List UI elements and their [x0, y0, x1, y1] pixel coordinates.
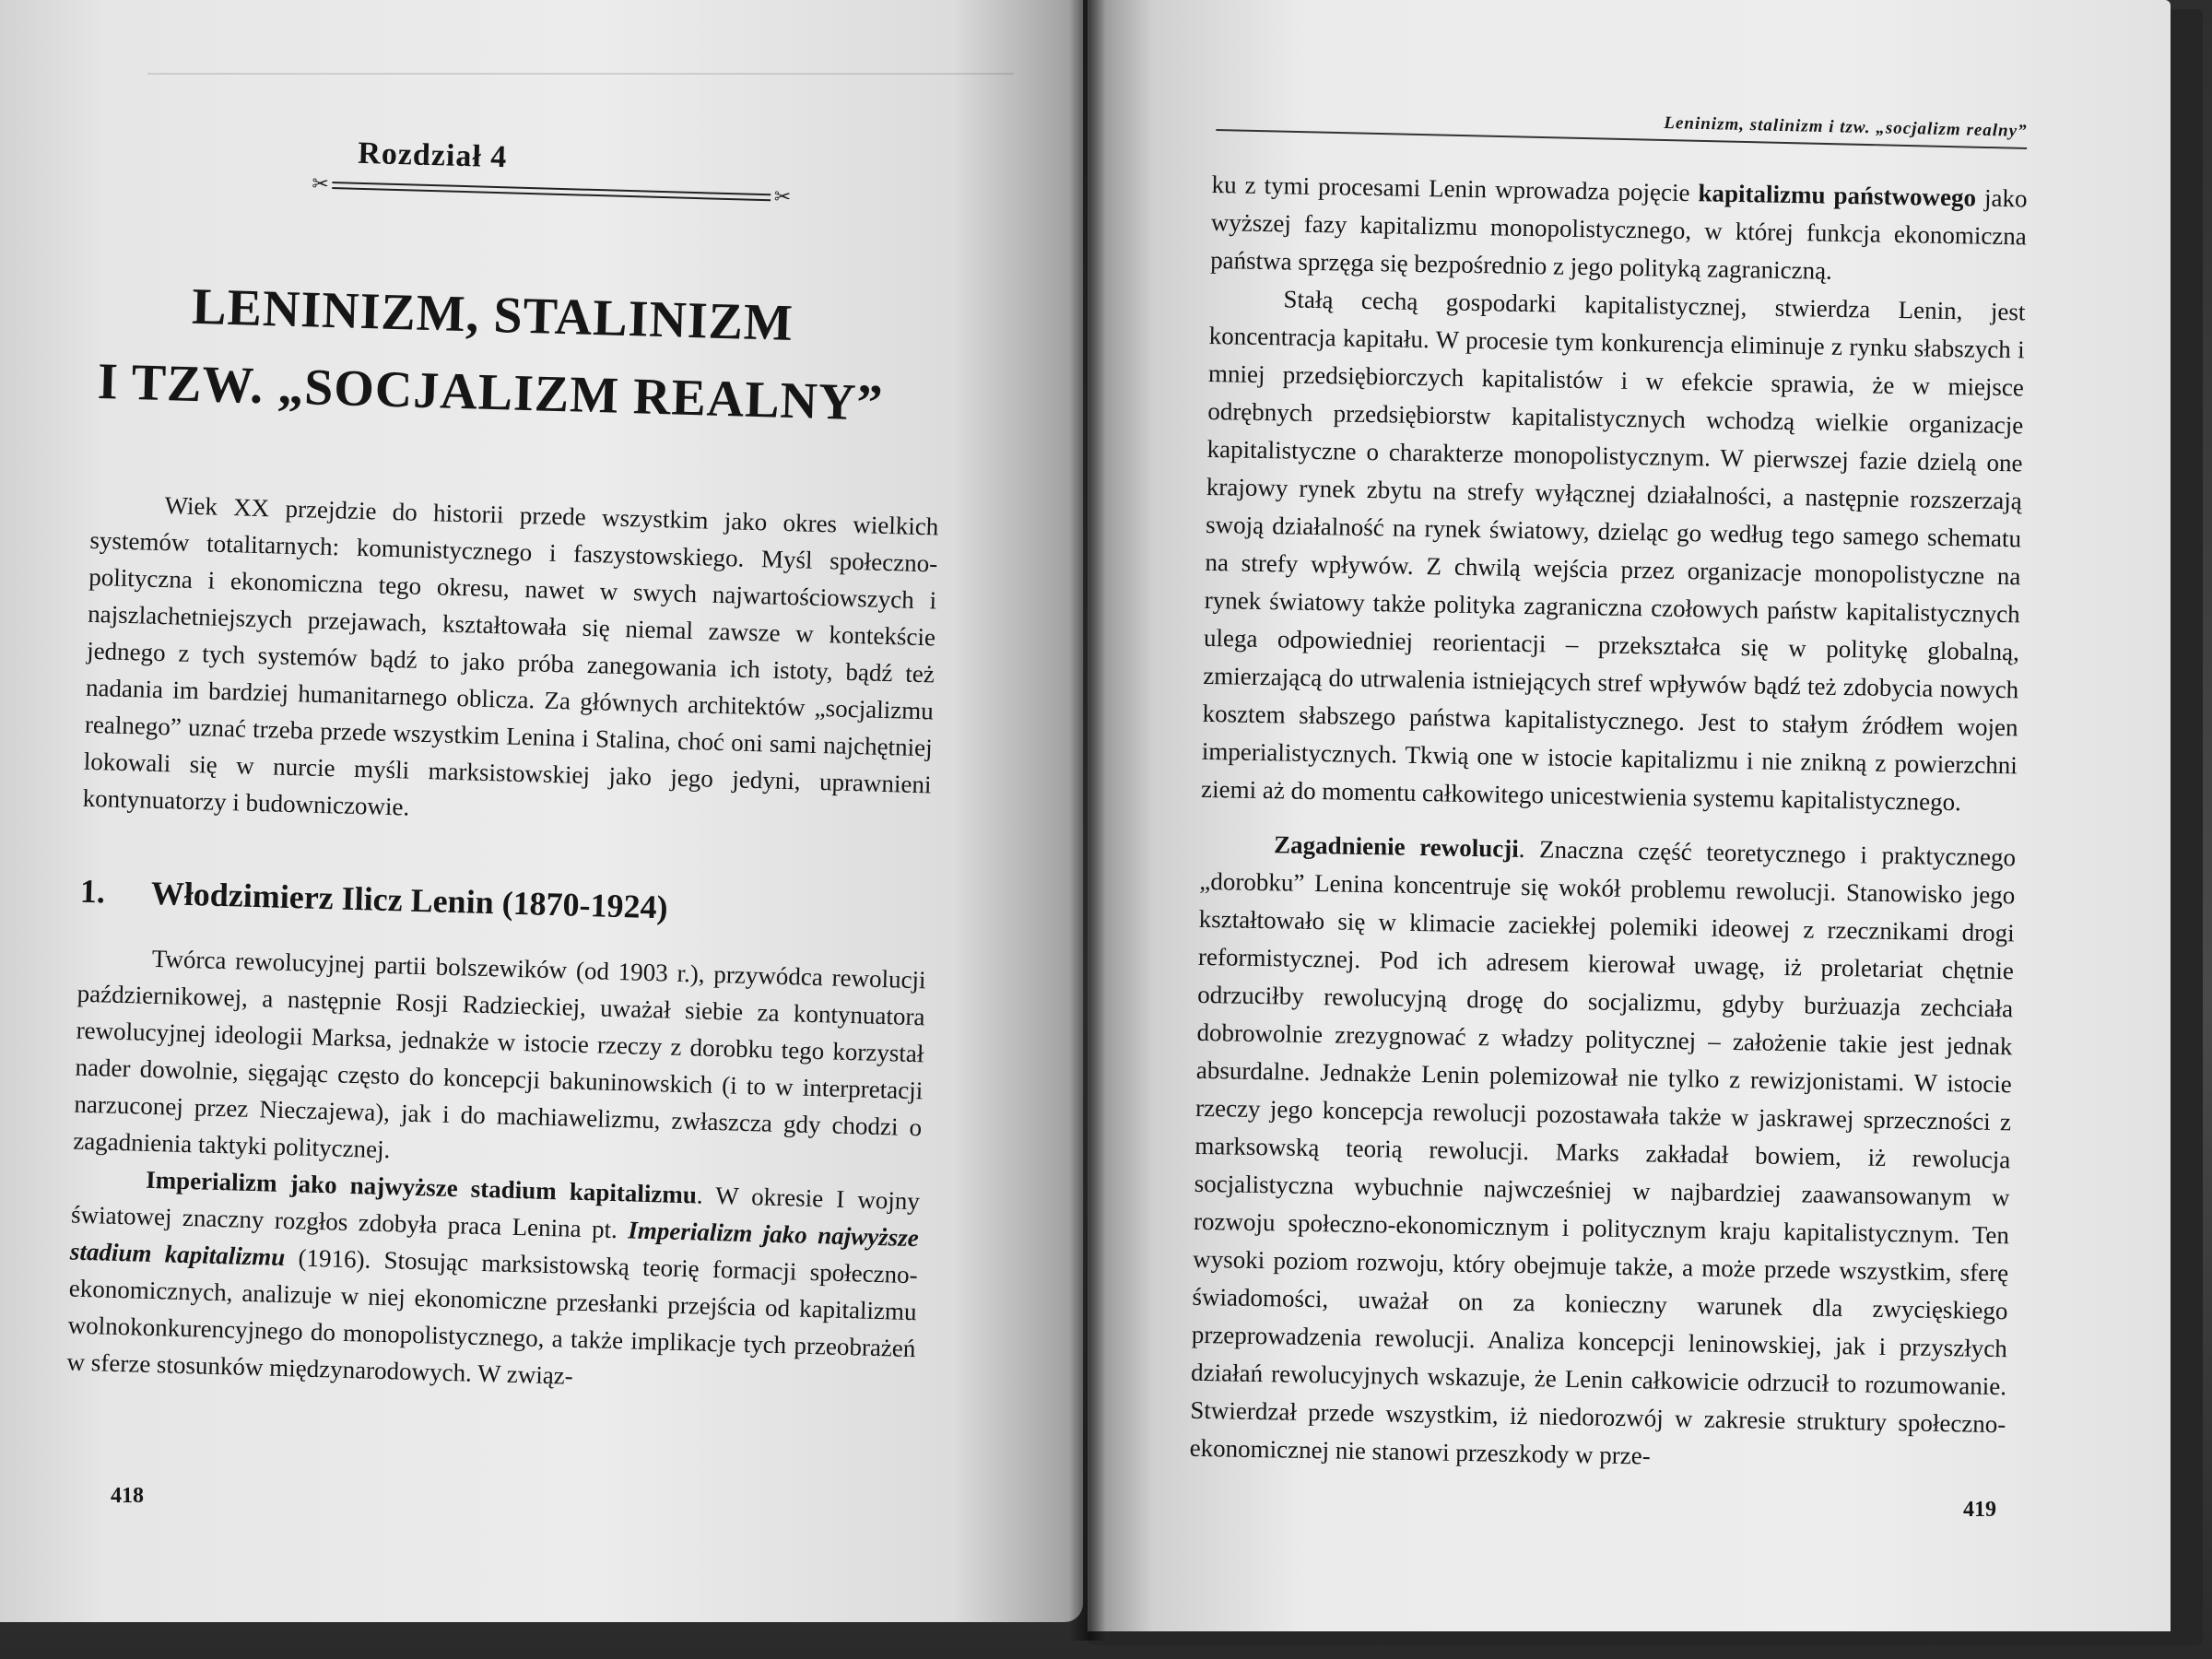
state-capitalism-term: kapitalizmu państwowego — [1698, 179, 1977, 212]
imperialism-text-a: . W okresie I wojny światowej znaczny rozgłos zdobyła praca Lenina pt. — [70, 1181, 921, 1244]
chapter-intro-paragraph: Wiek XX przejdzie do historii przede wszystkim jako okres wielkich systemów totalitarnych: komunistycznego i faszystowskiego. Myśl społeczno-polityczna i ekonomiczna tego okresu, nawet w swych najwartościowszych i najszlachetniejszych przejawach, kształtowała się niemal zawsze w kontekście jednego z tych systemów bądź to jako próba zanegowania ich istoty, bądź też nadania im bardziej humanitarnego oblicza. Za głównych architektów „socjalizmu realnego” uznać trzeba przede wszystkim Lenina i Stalina, choć oni sami najchętniej lokowali się w nurcie myśli marksistowskiej jako jego jedyni, uprawnieni kontynuatorzy i budowniczowie. — [82, 491, 939, 821]
chapter-label: Rozdział 4 — [357, 135, 508, 175]
page-number-left: 418 — [111, 1484, 144, 1508]
state-capitalism-text-a: ku z tymi procesami Lenin wprowadza pojęcie — [1211, 170, 1699, 207]
revolution-paragraph — [1189, 825, 2016, 1481]
revolution-heading: Zagadnienie rewolucji — [1273, 830, 1520, 863]
left-page-content — [66, 129, 986, 1405]
page-number-right: 419 — [1963, 1498, 1996, 1522]
section-title: Włodzimierz Ilicz Lenin (1870-1924) — [150, 874, 669, 926]
imperialism-book-title: Imperializm jako najwyższe stadium kapitalizmu — [69, 1216, 920, 1272]
imperialism-text-b: (1916). Stosując marksistowską teorię formacji społeczno-ekonomicznych, analizuje w niej ekonomiczne przesłanki przejścia od kapitalizmu wolnokonkurencyjnego do monopolistycznego, a także implikacje tych przeobrażeń w sferze stosunków międzynarodowych. W związ- — [66, 1243, 919, 1390]
state-capitalism-text-b: jako wyższej fazy kapitalizmu monopolistycznego, w której funkcja ekonomiczna państwa sprzęga się bezpośrednio z jego polityką zagraniczną. — [1209, 183, 2028, 285]
imperialism-paragraph — [66, 1159, 920, 1405]
chapter-title-line-1: LENINIZM, STALINIZM — [191, 277, 794, 353]
concentration-paragraph: Stałą cechą gospodarki kapitalistycznej, stwierdza Lenin, jest koncentracja kapitału. W procesie tym konkurencja eliminuje z rynku słabszych i mniej przedsiębiorczych kapitalistów i w efekcie sprawia, że w miejsce odrębnych przedsiębiorstw kapitalistycznych wchodzą wielkie organizacje kapitalistyczne o charakterze monopolistycznym. W pierwszej fazie dzielą one krajowy rynek zbytu na strefy wyłącznej działalności, a następnie rozszerzają swoją działalność na rynek światowy, dzieląc go według tego samego schematu na strefy wpływów. Z chwilą wejścia przez organizacje monopolistyczne na rynek światowy także polityka zagraniczna czołowych państw kapitalistycznych ulega odpowiedniej reorientacji – przekształca się w politykę globalną, zmierzającą do utrwalenia istniejących stref wpływów bądź też zdobycia nowych kosztem słabszego państwa kapitalistycznego. Jest to stałym źródłem wojen imperialistycznych. Tkwią one w istocie kapitalizmu i nie znikną z powierzchni ziemi aż do momentu całkowitego unicestwienia systemu kapitalistycznego. — [1200, 285, 2026, 817]
revolution-text: . Znaczna część teoretycznego i praktycznego „dorobku” Lenina koncentruje się wokół problemu rewolucji. Stanowisko jego kształtowało się w klimacie zaciekłej polemiki ideowej z rzecznikami drogi reformistycznej. Pod ich adresem kierował uwagę, iż proletariat chętnie odrzuciłby rewolucyjną drogę do socjalizmu, gdyby burżuazja zechciała dobrowolnie zrezygnować z władzy politycznej – założenie takie jest jednak absurdalne. Jednakże Lenin polemizował nie tylko z rewizjonistami. W istocie rzeczy jego koncepcja rewolucji pozostawała także w jaskrawej sprzeczności z marksowską teorią rewolucji. Marks zakładał bowiem, iż rewolucja socjalistyczna wybuchnie najwcześniej w najbardziej zaawansowanym w rozwoju społeczno-ekonomicznym i politycznym kraju kapitalistycznym. Ten wysoki poziom rozwoju, który obejmuje także, a może przede wszystkim, sferę świadomości, uważał on za konieczny warunek dla zwycięskiego przeprowadzenia rewolucji. Analiza koncepcji leninowskiej, jak i przyszłych działań rewolucyjnych wskazuje, że Lenin całkowicie odrzucił to rozumowanie. Stwierdzał przede wszystkim, iż niedorozwój w zakresie struktury społeczno-ekonomicznej nie stanowi przeszkody w prze- — [1189, 834, 2017, 1470]
section-heading — [79, 872, 965, 935]
chapter-title — [93, 265, 889, 442]
section-number: 1. — [79, 872, 106, 911]
scissors-left-icon: ✂ — [312, 171, 330, 195]
chapter-title-line-2: I TZW. „SOCJALIZM REALNY” — [97, 353, 885, 432]
bleed-through-header — [147, 51, 1014, 75]
state-capitalism-paragraph — [1210, 166, 2028, 293]
running-header-text: Leninizm, stalinizm i tzw. „socjalizm realny” — [1664, 113, 2028, 141]
lenin-bio-paragraph: Twórca rewolucyjnej partii bolszewików (od 1903 r.), przywódca rewolucji październikowej, a następnie Rosji Radzieckiej, uważał siebie za kontynuatora rewolucyjnej ideologii Marksa, jednakże w istocie rzeczy z dorobku tego korzystał nader dowolnie, sięgając często do koncepcji bakuninowskich (i to w interpretacji narzuconej przez Nieczajewa), jak i do machiawelizmu, zwłaszcza gdy chodzi o zagadnienia taktyki politycznej. — [72, 944, 926, 1164]
chapter-ornament — [312, 173, 792, 211]
right-page-content — [1189, 166, 2041, 1481]
scissors-right-icon: ✂ — [773, 184, 792, 208]
imperialism-heading: Imperializm jako najwyższe stadium kapitalizmu — [145, 1165, 698, 1209]
